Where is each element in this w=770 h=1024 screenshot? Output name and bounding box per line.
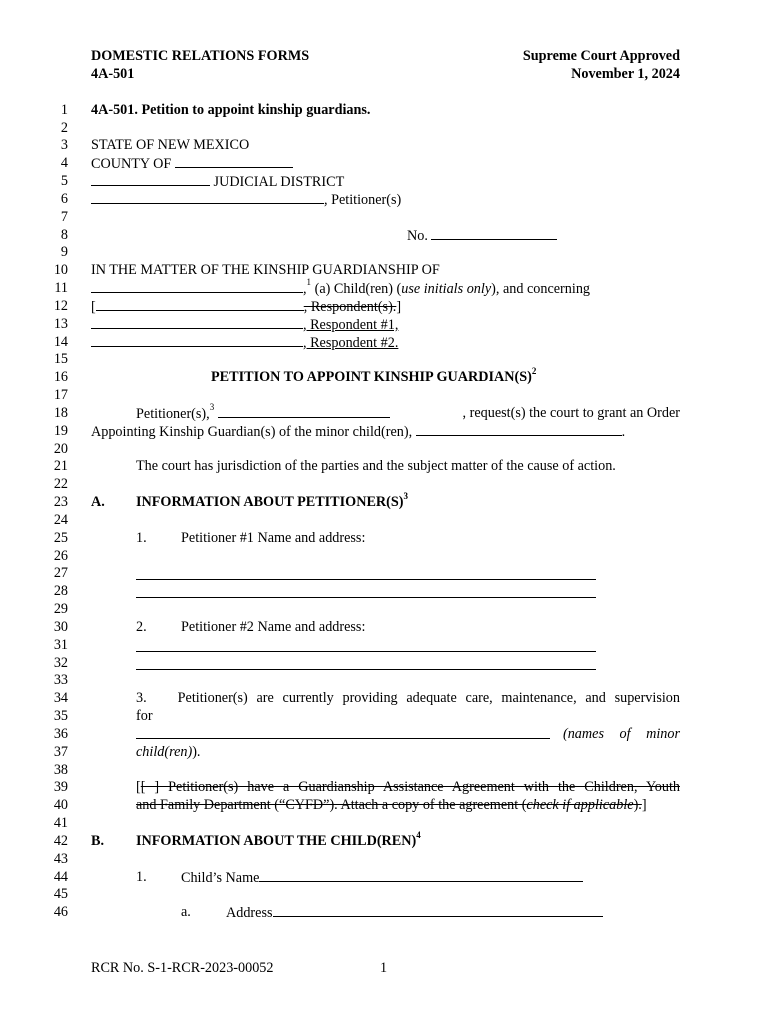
child-address-field[interactable] bbox=[273, 904, 603, 917]
line-number: 7 bbox=[60, 209, 68, 225]
matter-respondent-2 bbox=[91, 334, 398, 352]
district-label: JUDICIAL DISTRICT bbox=[213, 174, 345, 190]
guardianship-text-1[interactable]: [ ] Petitioner(s) have a Guardianship Assistance Agreement with the Children, Youth bbox=[140, 779, 680, 795]
line-number: 42 bbox=[53, 833, 68, 849]
form-title: 4A-501. Petition to appoint kinship guardians. bbox=[91, 102, 371, 118]
line-number: 41 bbox=[53, 815, 68, 831]
case-number-label: No. bbox=[407, 228, 428, 244]
guardianship-agreement-line-1 bbox=[136, 779, 680, 796]
line-number: 24 bbox=[53, 512, 68, 528]
intro-petitioners bbox=[91, 402, 390, 423]
line-number: 34 bbox=[53, 690, 68, 706]
petitioner-2-label: Petitioner #2 Name and address: bbox=[181, 619, 366, 635]
child-initials-field[interactable] bbox=[91, 280, 303, 293]
petition-title-text: PETITION TO APPOINT KINSHIP GUARDIAN(S) bbox=[211, 369, 532, 385]
line-number: 1 bbox=[60, 102, 68, 118]
care-names-hint: (names of minor bbox=[562, 726, 680, 742]
section-a-title bbox=[136, 491, 408, 511]
jurisdiction-statement: The court has jurisdiction of the parties and the subject matter of the cause of action. bbox=[136, 458, 616, 474]
footer-rcr-number: RCR No. S-1-RCR-2023-00052 bbox=[91, 960, 274, 976]
line-number: 18 bbox=[53, 405, 68, 421]
care-names-line bbox=[136, 726, 680, 743]
respondent-1-field[interactable] bbox=[91, 316, 303, 329]
footnote-ref-3b: 3 bbox=[403, 491, 408, 501]
line-number: 5 bbox=[60, 173, 68, 189]
child-address-label: Address bbox=[226, 905, 273, 921]
care-num: 3. bbox=[136, 690, 147, 706]
child-name-field[interactable] bbox=[259, 869, 583, 882]
petitioner-1-num: 1. bbox=[136, 530, 147, 546]
line-number: 45 bbox=[53, 886, 68, 902]
child-name-label: Child’s Name bbox=[181, 870, 260, 886]
line-number: 17 bbox=[53, 387, 68, 403]
line-number: 8 bbox=[60, 227, 68, 243]
footnote-ref-4: 4 bbox=[416, 830, 421, 840]
petitioner-1-label: Petitioner #1 Name and address: bbox=[181, 530, 366, 546]
care-children-line bbox=[136, 744, 200, 761]
line-number: 9 bbox=[60, 244, 68, 260]
child-text-italic: use initials only bbox=[401, 281, 492, 297]
line-number: 39 bbox=[53, 779, 68, 795]
child-address-row bbox=[226, 904, 603, 922]
caption-case-number bbox=[407, 227, 557, 245]
line-number: 11 bbox=[54, 280, 68, 296]
care-children-end: ). bbox=[192, 744, 201, 760]
line-number: 38 bbox=[53, 762, 68, 778]
line-number: 3 bbox=[60, 137, 68, 153]
line-number: 28 bbox=[53, 583, 68, 599]
line-number: 26 bbox=[53, 548, 68, 564]
petitioner-2-address-field[interactable] bbox=[136, 655, 596, 670]
child-comma: , bbox=[303, 281, 307, 297]
intro-request-text: , request(s) the court to grant an Order bbox=[462, 405, 680, 421]
section-b-title bbox=[136, 830, 421, 850]
intro-line-2 bbox=[91, 423, 625, 441]
line-number: 43 bbox=[53, 851, 68, 867]
district-field[interactable] bbox=[91, 173, 210, 186]
caption-petitioners bbox=[91, 191, 401, 209]
line-number: 15 bbox=[53, 351, 68, 367]
petitioner-2-num: 2. bbox=[136, 619, 147, 635]
line-number: 14 bbox=[53, 334, 68, 350]
intro-line-2-text: Appointing Kinship Guardian(s) of the minor child(ren), bbox=[91, 424, 413, 440]
line-number: 32 bbox=[53, 655, 68, 671]
guardianship-close-bracket: ] bbox=[641, 797, 647, 813]
intro-line-2-end: . bbox=[621, 424, 626, 440]
line-number: 29 bbox=[53, 601, 68, 617]
respondents-struck-label: , Respondent(s). bbox=[303, 299, 397, 315]
intro-petitioners-label: Petitioner(s), bbox=[136, 406, 210, 422]
respondent-2-field[interactable] bbox=[91, 334, 303, 347]
guardianship-line-1-inner bbox=[136, 779, 680, 796]
header-date: November 1, 2024 bbox=[571, 66, 680, 82]
line-number: 4 bbox=[60, 155, 68, 171]
petitioners-name-field[interactable] bbox=[91, 191, 324, 204]
care-statement-line-1 bbox=[136, 690, 680, 707]
care-names-inner bbox=[136, 726, 680, 743]
caption-state: STATE OF NEW MEXICO bbox=[91, 137, 250, 153]
section-b-letter: B. bbox=[91, 833, 105, 849]
child-1-name-row bbox=[181, 869, 583, 887]
line-number: 36 bbox=[53, 726, 68, 742]
care-statement-inner bbox=[136, 690, 680, 707]
petitioner-2-name-field[interactable] bbox=[136, 637, 596, 652]
intro-line-1 bbox=[91, 402, 680, 423]
minor-children-field[interactable] bbox=[416, 423, 622, 436]
petitioner-1-name-field[interactable] bbox=[136, 565, 596, 580]
respondents-struck-field bbox=[96, 298, 304, 311]
caption-county bbox=[91, 155, 293, 173]
caption-district bbox=[91, 173, 344, 191]
guardianship-open-bracket: [ bbox=[136, 779, 141, 795]
child-text-a: (a) Child(ren) ( bbox=[311, 281, 402, 297]
respondent-2-label: , Respondent #2. bbox=[303, 335, 399, 351]
intro-petitioners-field[interactable] bbox=[218, 405, 390, 418]
section-a-letter: A. bbox=[91, 494, 105, 510]
guardianship-text-2a: and Family Department (“CYFD”). Attach a copy of the agreement ( bbox=[136, 797, 527, 813]
petitioners-label: , Petitioner(s) bbox=[324, 192, 402, 208]
line-number: 31 bbox=[53, 637, 68, 653]
guardianship-text-2b: ). bbox=[633, 797, 642, 813]
matter-respondent-1 bbox=[91, 316, 398, 334]
line-number: 33 bbox=[53, 672, 68, 688]
line-number: 10 bbox=[53, 262, 68, 278]
line-number: 13 bbox=[53, 316, 68, 332]
header-form-series: DOMESTIC RELATIONS FORMS bbox=[91, 48, 310, 64]
line-number: 46 bbox=[53, 904, 68, 920]
line-number: 21 bbox=[53, 458, 68, 474]
intro-line-1-inner bbox=[91, 402, 680, 423]
header-approval: Supreme Court Approved bbox=[522, 48, 680, 64]
line-number: 27 bbox=[53, 565, 68, 581]
line-number: 22 bbox=[53, 476, 68, 492]
matter-respondents-struck bbox=[91, 298, 401, 316]
footnote-ref-2: 2 bbox=[531, 366, 537, 376]
county-label: COUNTY OF bbox=[91, 156, 172, 172]
line-number: 40 bbox=[53, 797, 68, 813]
line-number: 23 bbox=[53, 494, 68, 510]
line-number: 6 bbox=[60, 191, 68, 207]
county-field[interactable] bbox=[175, 155, 293, 168]
case-number-field[interactable] bbox=[431, 227, 557, 240]
care-for: for bbox=[136, 708, 153, 724]
matter-heading: IN THE MATTER OF THE KINSHIP GUARDIANSHIP OF bbox=[91, 262, 440, 278]
petition-title bbox=[211, 366, 537, 386]
respondent-1-label: , Respondent #1, bbox=[303, 317, 399, 333]
guardianship-text-2 bbox=[136, 797, 642, 813]
line-number: 2 bbox=[60, 120, 68, 136]
section-a-title-text: INFORMATION ABOUT PETITIONER(S) bbox=[136, 494, 404, 510]
minor-names-field[interactable] bbox=[136, 726, 550, 739]
care-text: Petitioner(s) are currently providing adequate care, maintenance, and supervision bbox=[177, 690, 680, 706]
bracket-close: ] bbox=[396, 299, 402, 315]
guardianship-text-2-italic: check if applicable bbox=[526, 797, 634, 813]
guardianship-agreement-line-2 bbox=[136, 797, 680, 814]
line-number: 35 bbox=[53, 708, 68, 724]
footnote-ref-3: 3 bbox=[209, 402, 215, 412]
respondents-struck-text bbox=[96, 299, 397, 315]
section-b-title-text: INFORMATION ABOUT THE CHILD(REN) bbox=[136, 833, 417, 849]
care-children-hint: child(ren) bbox=[136, 744, 193, 760]
line-number: 37 bbox=[53, 744, 68, 760]
matter-child-line bbox=[91, 277, 591, 298]
line-number: 25 bbox=[53, 530, 68, 546]
line-number: 19 bbox=[53, 423, 68, 439]
child-text-b: ), and concerning bbox=[491, 281, 591, 297]
line-number: 20 bbox=[53, 441, 68, 457]
petitioner-1-address-field[interactable] bbox=[136, 583, 596, 598]
footnote-ref-1: 1 bbox=[306, 277, 312, 287]
line-number: 16 bbox=[53, 369, 68, 385]
header-form-number: 4A-501 bbox=[91, 66, 135, 82]
line-number: 44 bbox=[53, 869, 68, 885]
line-number: 30 bbox=[53, 619, 68, 635]
child-1-num: 1. bbox=[136, 869, 147, 885]
footer-page-number: 1 bbox=[380, 960, 388, 976]
line-number: 12 bbox=[53, 298, 68, 314]
child-address-letter: a. bbox=[181, 904, 191, 920]
bracket-open: [ bbox=[91, 299, 96, 315]
